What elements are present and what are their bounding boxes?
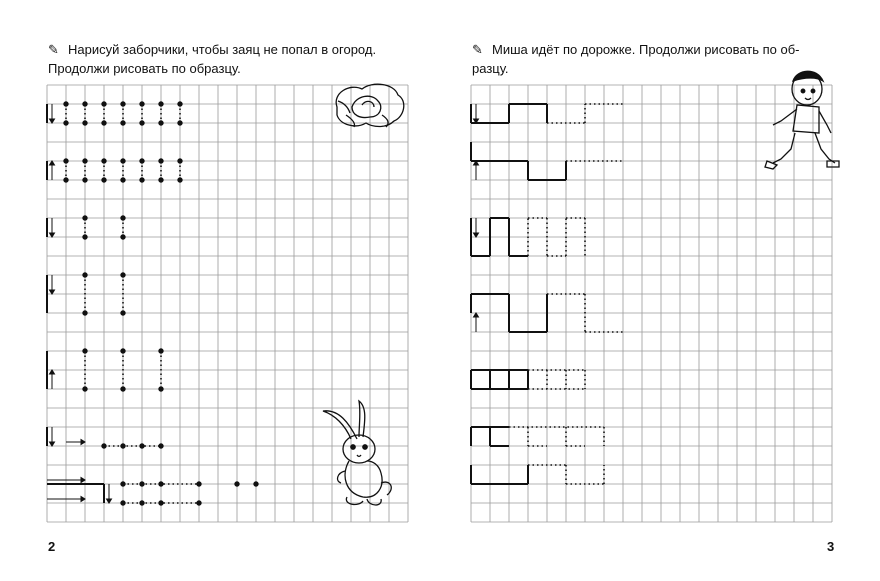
grid-dot (178, 102, 182, 106)
left-worksheet-grid (47, 85, 408, 522)
grid-dot (64, 178, 68, 182)
right-instruction (472, 40, 832, 78)
grid-dot (83, 349, 87, 353)
grid-dot (83, 311, 87, 315)
grid-dot (140, 159, 144, 163)
grid-dot (140, 178, 144, 182)
grid-dot (140, 444, 144, 448)
grid-dot (121, 235, 125, 239)
grid-dot (83, 387, 87, 391)
grid-dot (140, 102, 144, 106)
arrow-head (50, 161, 55, 165)
grid-dot (254, 482, 258, 486)
grid-dot (121, 387, 125, 391)
grid-dot (178, 159, 182, 163)
right-page (440, 0, 880, 581)
grid-dot (178, 178, 182, 182)
grid-dot (64, 159, 68, 163)
right-instruction-line-1: Миша идёт по дорожке. Продолжи рисовать по об- (492, 42, 800, 57)
arrow-head (81, 440, 85, 445)
grid-dot (83, 273, 87, 277)
grid-dot (159, 501, 163, 505)
grid-dot (121, 482, 125, 486)
grid-dot (159, 387, 163, 391)
arrow-head (107, 499, 112, 503)
arrow-head (50, 290, 55, 294)
arrow-head (474, 313, 479, 317)
grid-dot (102, 159, 106, 163)
grid-dot (121, 159, 125, 163)
grid-dot (121, 216, 125, 220)
grid-dot (235, 482, 239, 486)
grid-dot (178, 121, 182, 125)
grid-dot (121, 178, 125, 182)
grid-dot (121, 102, 125, 106)
arrow-head (474, 233, 479, 237)
pencil-icon: ✎ (48, 42, 59, 57)
grid-dot (83, 159, 87, 163)
grid-dot (64, 102, 68, 106)
grid-dot (102, 178, 106, 182)
grid-dot (83, 121, 87, 125)
arrow-head (81, 497, 85, 502)
grid-dot (140, 501, 144, 505)
grid-dot (159, 178, 163, 182)
grid-dot (159, 349, 163, 353)
grid-dot (102, 102, 106, 106)
grid-dot (140, 121, 144, 125)
grid-dot (121, 444, 125, 448)
arrow-head (50, 442, 55, 446)
right-page-number: 3 (827, 539, 835, 554)
grid-dot (64, 121, 68, 125)
arrow-head (50, 370, 55, 374)
grid-dot (197, 482, 201, 486)
grid-dot (83, 102, 87, 106)
grid-dot (83, 216, 87, 220)
grid-dot (83, 178, 87, 182)
boy-picture (765, 71, 839, 169)
grid-dot (121, 273, 125, 277)
grid-dot (159, 482, 163, 486)
grid-dot (121, 121, 125, 125)
grid-dot (83, 235, 87, 239)
right-instruction-line-2: разцу. (472, 61, 509, 76)
grid-dot (197, 501, 201, 505)
grid-dot (121, 501, 125, 505)
grid-dot (102, 444, 106, 448)
grid-dot (140, 482, 144, 486)
left-instruction-line-1: Нарисуй заборчики, чтобы заяц не попал в огород. (68, 42, 377, 57)
hare-picture (323, 401, 391, 505)
pencil-icon: ✎ (472, 42, 483, 57)
grid-dot (121, 349, 125, 353)
grid-dot (159, 102, 163, 106)
grid-dot (159, 444, 163, 448)
arrow-head (81, 478, 85, 483)
grid-dot (159, 121, 163, 125)
grid-dot (159, 159, 163, 163)
left-page-number: 2 (48, 539, 56, 554)
left-instruction (48, 40, 406, 78)
right-worksheet-grid (471, 85, 832, 522)
grid-dot (121, 311, 125, 315)
arrow-head (50, 119, 55, 123)
left-instruction-line-2: Продолжи рисовать по образцу. (48, 61, 241, 76)
grid-dot (102, 121, 106, 125)
arrow-head (50, 233, 55, 237)
